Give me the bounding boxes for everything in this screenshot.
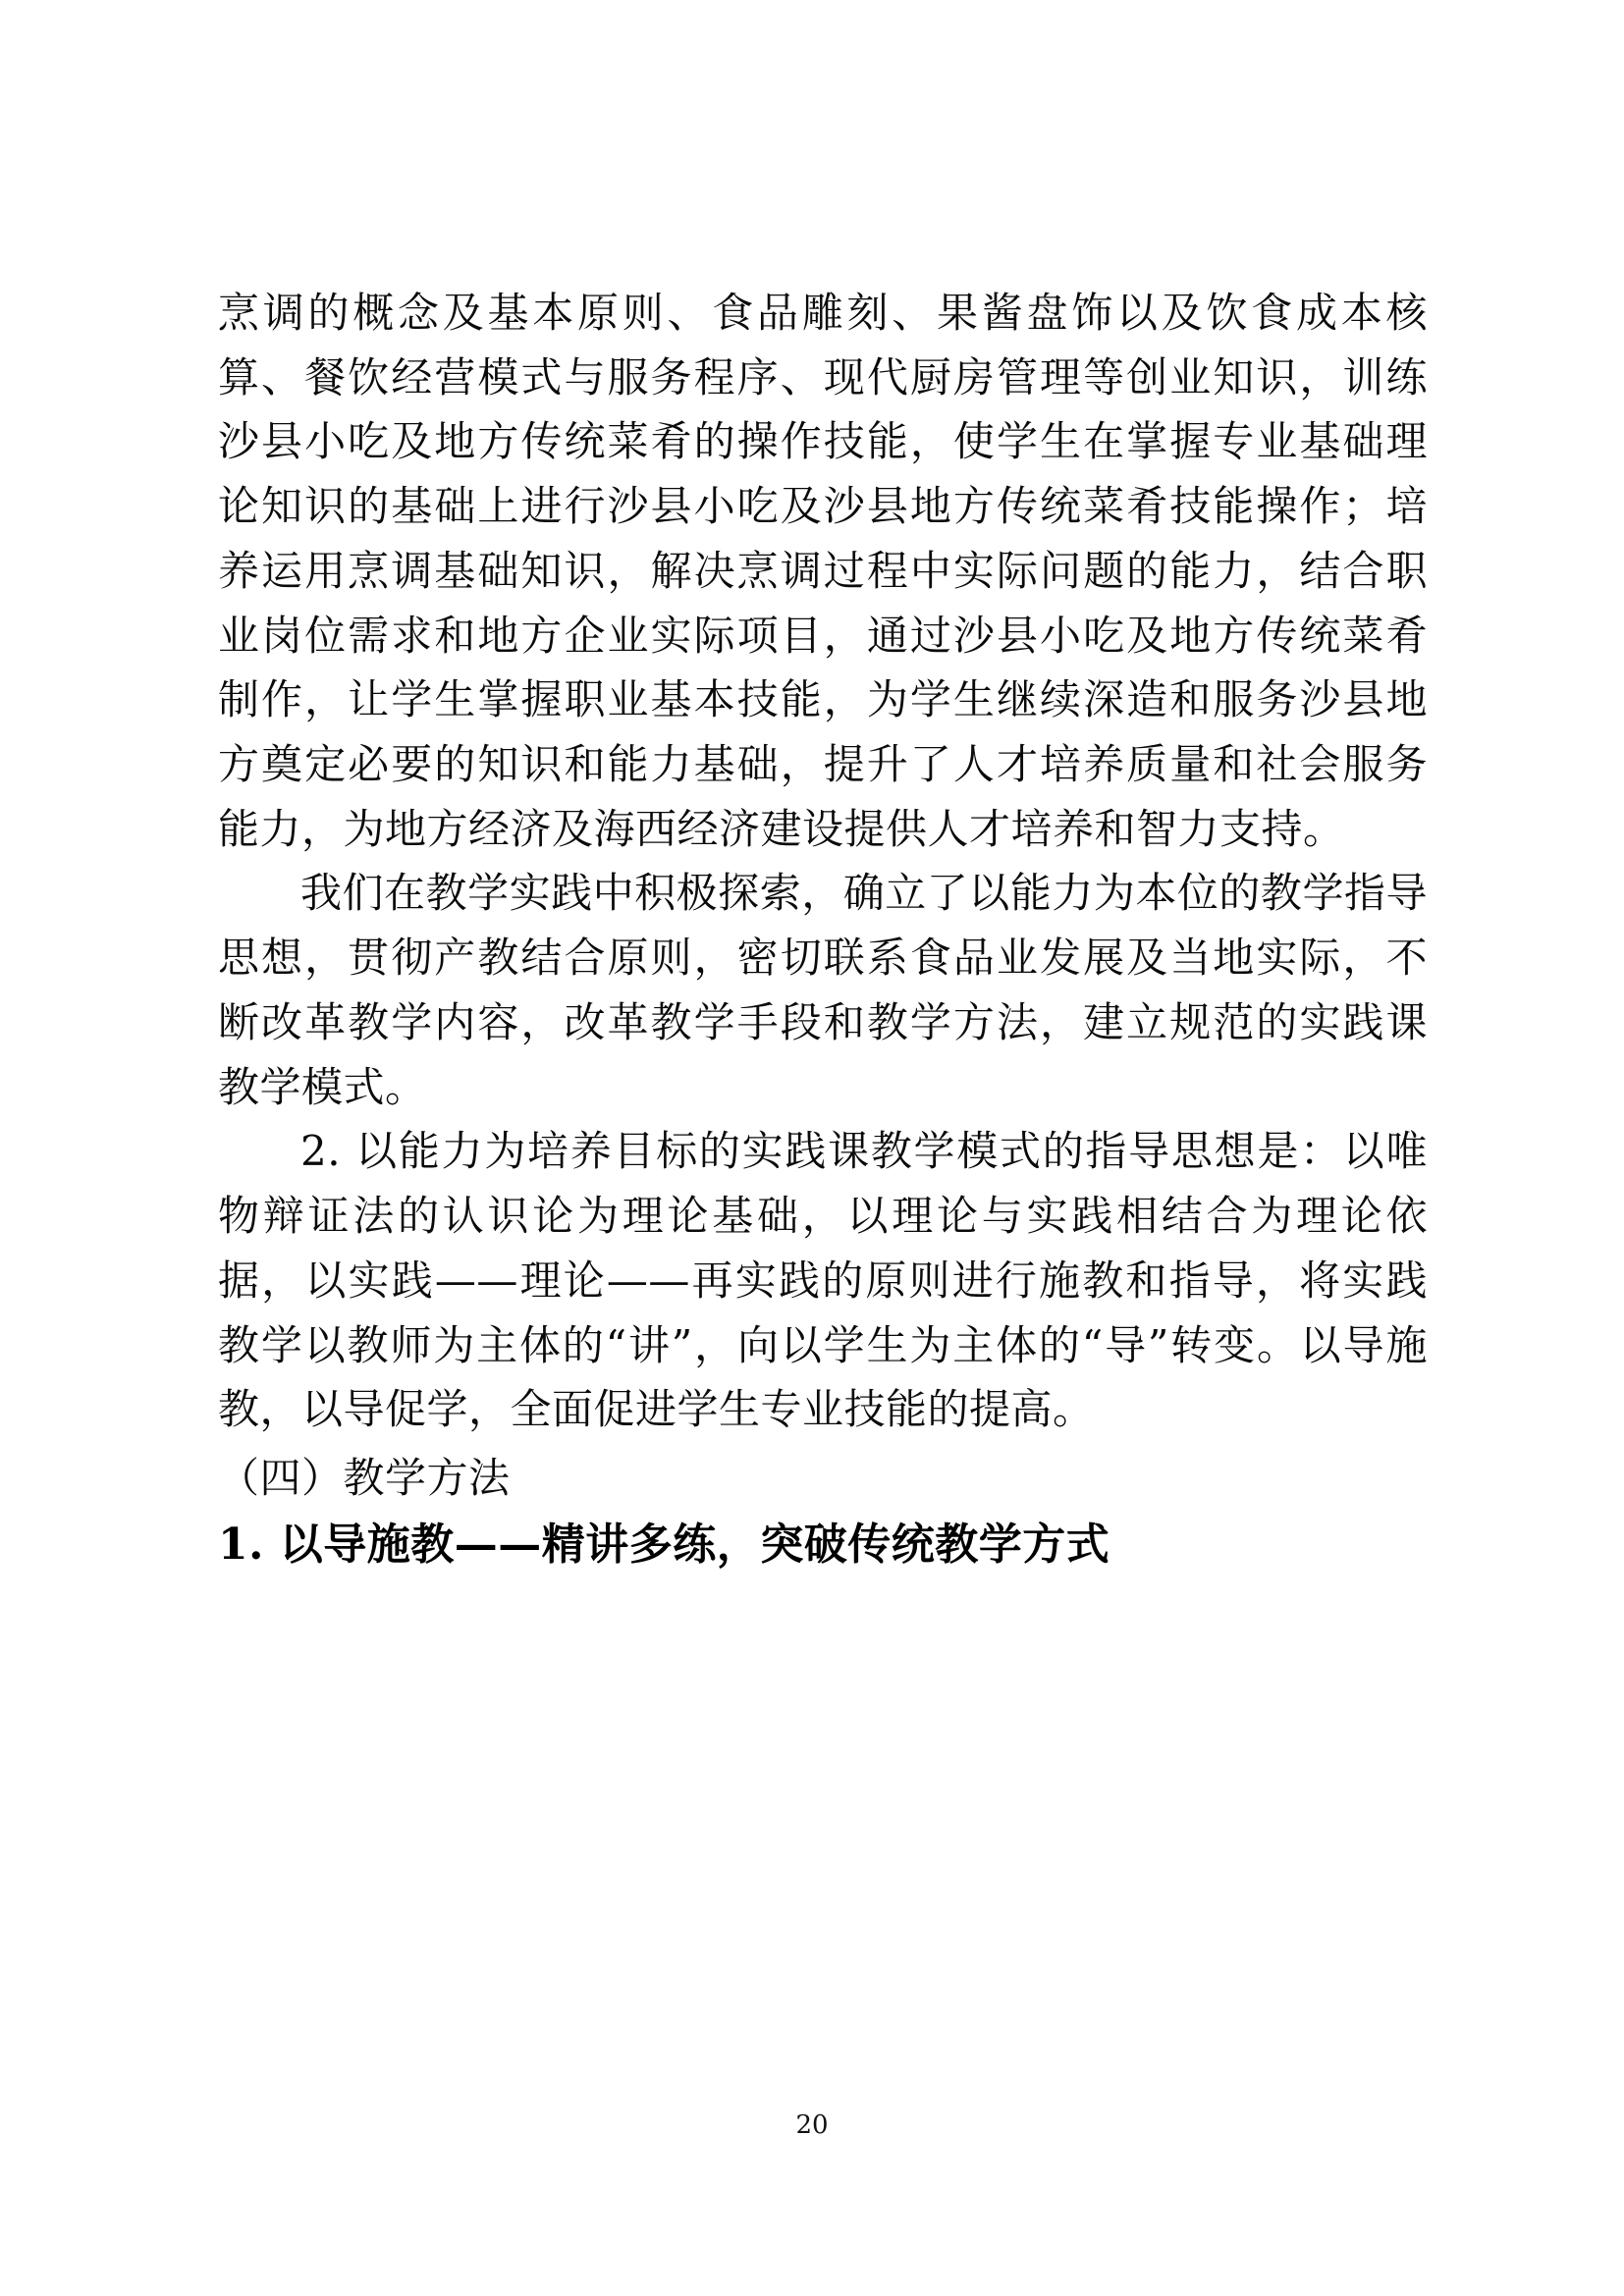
- page-number: 20: [795, 2110, 829, 2140]
- page-content: [218, 281, 1428, 1579]
- paragraph-item-2: 2. 以能力为培养目标的实践课教学模式的指导思想是：以唯物辩证法的认识论为理论基础，以理论与实践相结合为理论依据，以实践——理论——再实践的原则进行施教和指导，将实践教学以教师为主体的“讲”，向以学生为主体的“导”转变。以导施教，以导促学，全面促进学生专业技能的提高。: [218, 1127, 1428, 1434]
- paragraph-continuation: 烹调的概念及基本原则、食品雕刻、果酱盘饰以及饮食成本核算、餐饮经营模式与服务程序、现代厨房管理等创业知识，训练沙县小吃及地方传统菜肴的操作技能，使学生在掌握专业基础理论知识的基础上进行沙县小吃及沙县地方传统菜肴技能操作；培养运用烹调基础知识，解决烹调过程中实际问题的能力，结合职业岗位需求和地方企业实际项目，通过沙县小吃及地方传统菜肴制作，让学生掌握职业基本技能，为学生继续深造和服务沙县地方奠定必要的知识和能力基础，提升了人才培养质量和社会服务能力，为地方经济及海西经济建设提供人才培养和智力支持。: [218, 289, 1428, 853]
- section-heading-teaching-methods: （四）教学方法: [218, 1453, 511, 1502]
- subsection-heading-guided-teaching: 1. 以导施教——精讲多练，突破传统教学方式: [218, 1519, 1110, 1570]
- paragraph-teaching-practice: 我们在教学实践中积极探索，确立了以能力为本位的教学指导思想，贯彻产教结合原则，密切联系食品业发展及当地实际，不断改革教学内容，改革教学手段和教学方法，建立规范的实践课教学模式。: [218, 869, 1428, 1111]
